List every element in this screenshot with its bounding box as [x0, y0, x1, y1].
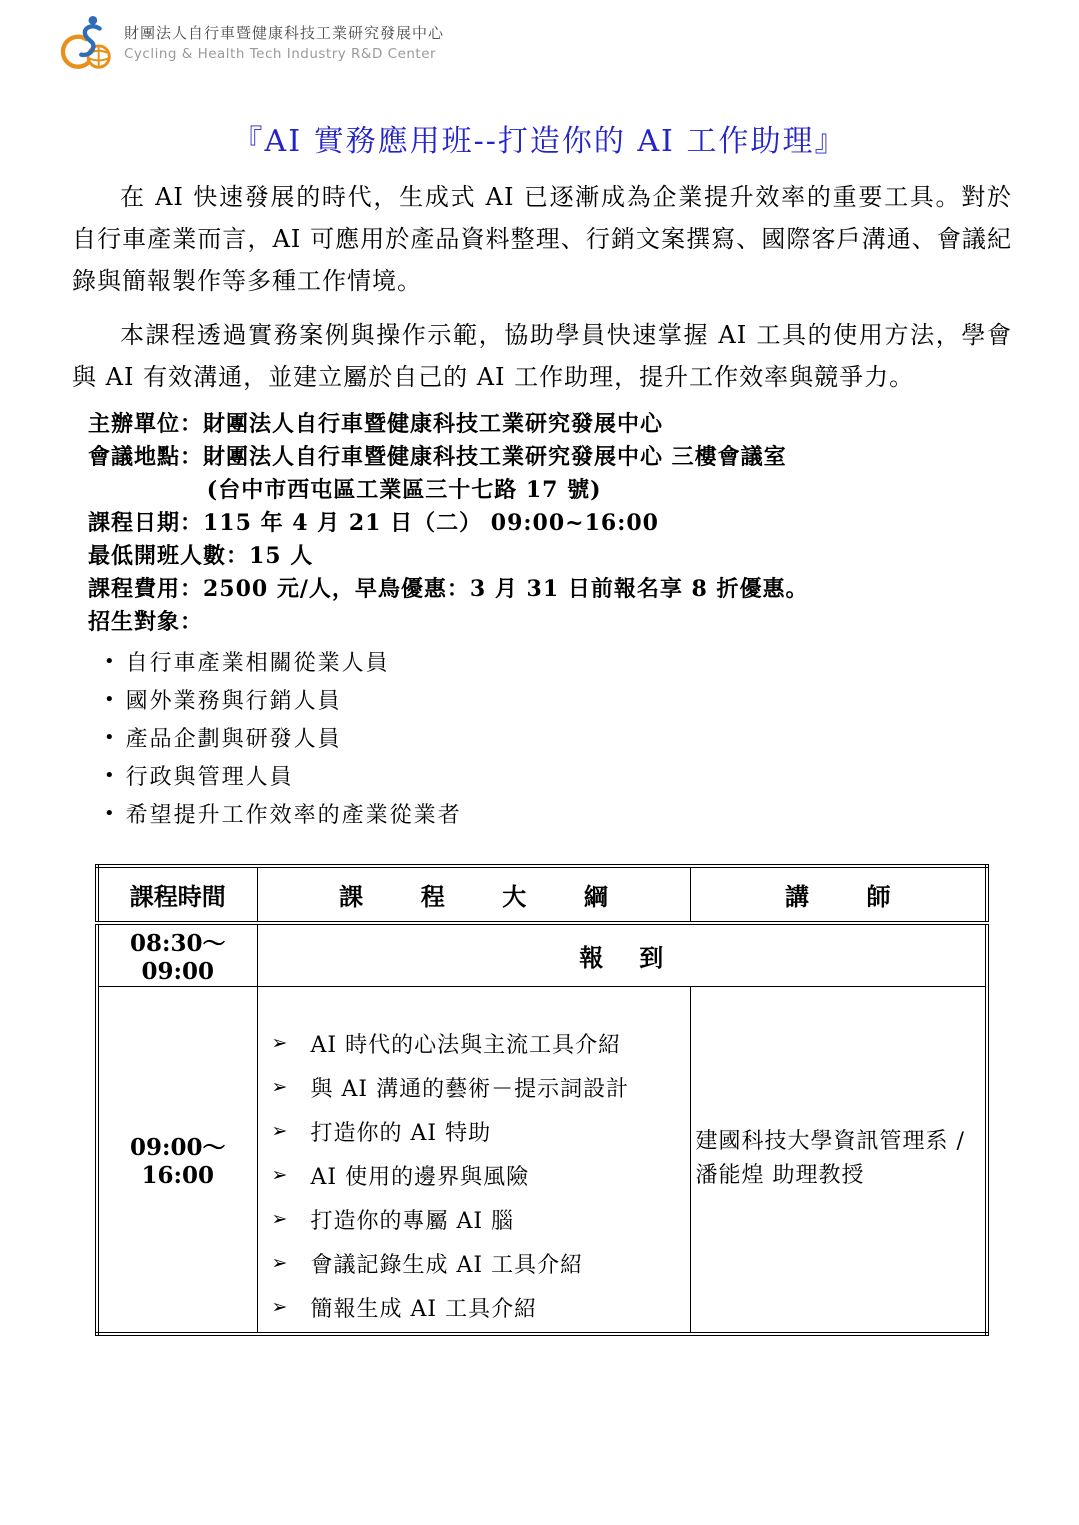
topic-text: 與 AI 溝通的藝術－提示詞設計 [310, 1076, 630, 1102]
audience-item-text: 國外業務與行銷人員 [125, 688, 342, 714]
topics-cell [257, 986, 690, 1334]
header-cell-time: 課程時間 [97, 866, 257, 923]
instructor-cell [690, 986, 987, 1334]
topic-item [272, 1021, 684, 1065]
topic-text: 打造你的專屬 AI 腦 [310, 1208, 515, 1234]
bullet-dot-icon: • [104, 688, 117, 710]
audience-item-text: 產品企劃與研發人員 [125, 726, 342, 752]
instructor-affiliation: 建國科技大學資訊管理系 / [695, 1129, 965, 1155]
course-title: 『AI 實務應用班--打造你的 AI 工作助理』 [232, 124, 847, 159]
audience-item-text: 行政與管理人員 [125, 764, 294, 790]
arrow-bullet-icon: ➢ [271, 1164, 289, 1187]
bullet-dot-icon: • [104, 764, 117, 786]
min-class-size-line: 最低開班人數：15 人 [88, 543, 314, 569]
main-session-row [97, 986, 987, 1334]
arrow-bullet-icon: ➢ [271, 1208, 289, 1231]
topic-item [272, 1197, 684, 1241]
instructor-name: 潘能煌 助理教授 [695, 1163, 865, 1189]
bullet-dot-icon: • [104, 726, 117, 748]
topic-text: AI 時代的心法與主流工具介紹 [310, 1032, 622, 1058]
checkin-content-cell: 報到 [257, 923, 987, 986]
arrow-bullet-icon: ➢ [271, 1296, 289, 1319]
arrow-bullet-icon: ➢ [271, 1120, 289, 1143]
org-name-block [124, 14, 444, 62]
header-cell-instructor: 講師 [690, 866, 987, 923]
audience-item-text: 自行車產業相關從業人員 [125, 650, 390, 676]
audience-list [104, 642, 904, 832]
schedule-table-wrapper [95, 864, 989, 1336]
address-line: (台中市西屯區工業區三十七路 17 號) [206, 477, 602, 503]
arrow-bullet-icon: ➢ [271, 1252, 289, 1275]
arrow-bullet-icon: ➢ [271, 1032, 289, 1055]
topic-text: 會議記錄生成 AI 工具介紹 [310, 1252, 584, 1278]
topic-text: AI 使用的邊界與風險 [310, 1164, 530, 1190]
schedule-table [95, 864, 989, 1336]
topic-text: 打造你的 AI 特助 [310, 1120, 492, 1146]
course-info-block [88, 408, 1008, 639]
arrow-bullet-icon: ➢ [271, 1076, 289, 1099]
audience-item [104, 756, 904, 794]
session-time-cell: 09:00～16:00 [97, 986, 257, 1334]
organizer-line: 主辦單位：財團法人自行車暨健康科技工業研究發展中心 [88, 411, 664, 437]
fee-line: 課程費用：2500 元/人，早鳥優惠：3 月 31 日前報名享 8 折優惠。 [88, 576, 809, 602]
topic-item [272, 1109, 684, 1153]
topic-item [272, 1065, 684, 1109]
topic-item [272, 1153, 684, 1197]
venue-line: 會議地點：財團法人自行車暨健康科技工業研究發展中心 三樓會議室 [88, 444, 787, 470]
intro-paragraph-2: 本課程透過實務案例與操作示範，協助學員快速掌握 AI 工具的使用方法，學會與 AI 有效溝通，並建立屬於自己的 AI 工作助理，提升工作效率與競爭力。 [72, 321, 1012, 391]
topic-item [272, 1241, 684, 1285]
topics-list [258, 989, 690, 1329]
org-name-zh: 財團法人自行車暨健康科技工業研究發展中心 [124, 24, 445, 42]
org-name-en: Cycling & Health Tech Industry R&D Center [124, 46, 437, 62]
topic-item [272, 1285, 684, 1329]
bullet-dot-icon: • [104, 650, 117, 672]
audience-label: 招生對象： [88, 609, 204, 635]
bullet-dot-icon: • [104, 802, 117, 824]
header-cell-outline: 課程大綱 [257, 866, 690, 923]
cyclist-logo-icon [60, 14, 118, 74]
date-line: 課程日期：115 年 4 月 21 日（二） 09:00~16:00 [88, 510, 659, 536]
topic-text: 簡報生成 AI 工具介紹 [310, 1296, 538, 1322]
checkin-row [97, 923, 987, 986]
audience-item [104, 794, 904, 832]
audience-item [104, 642, 904, 680]
audience-item [104, 680, 904, 718]
intro-paragraph-1: 在 AI 快速發展的時代，生成式 AI 已逐漸成為企業提升效率的重要工具。對於自行車產業而言，AI 可應用於產品資料整理、行銷文案撰寫、國際客戶溝通、會議紀錄與簡報製作等多種工作情境。 [72, 183, 1012, 295]
schedule-header-row [97, 866, 987, 923]
checkin-time-cell: 08:30～09:00 [97, 923, 257, 986]
header [60, 14, 444, 74]
audience-item-text: 希望提升工作效率的產業從業者 [125, 802, 462, 828]
audience-item [104, 718, 904, 756]
